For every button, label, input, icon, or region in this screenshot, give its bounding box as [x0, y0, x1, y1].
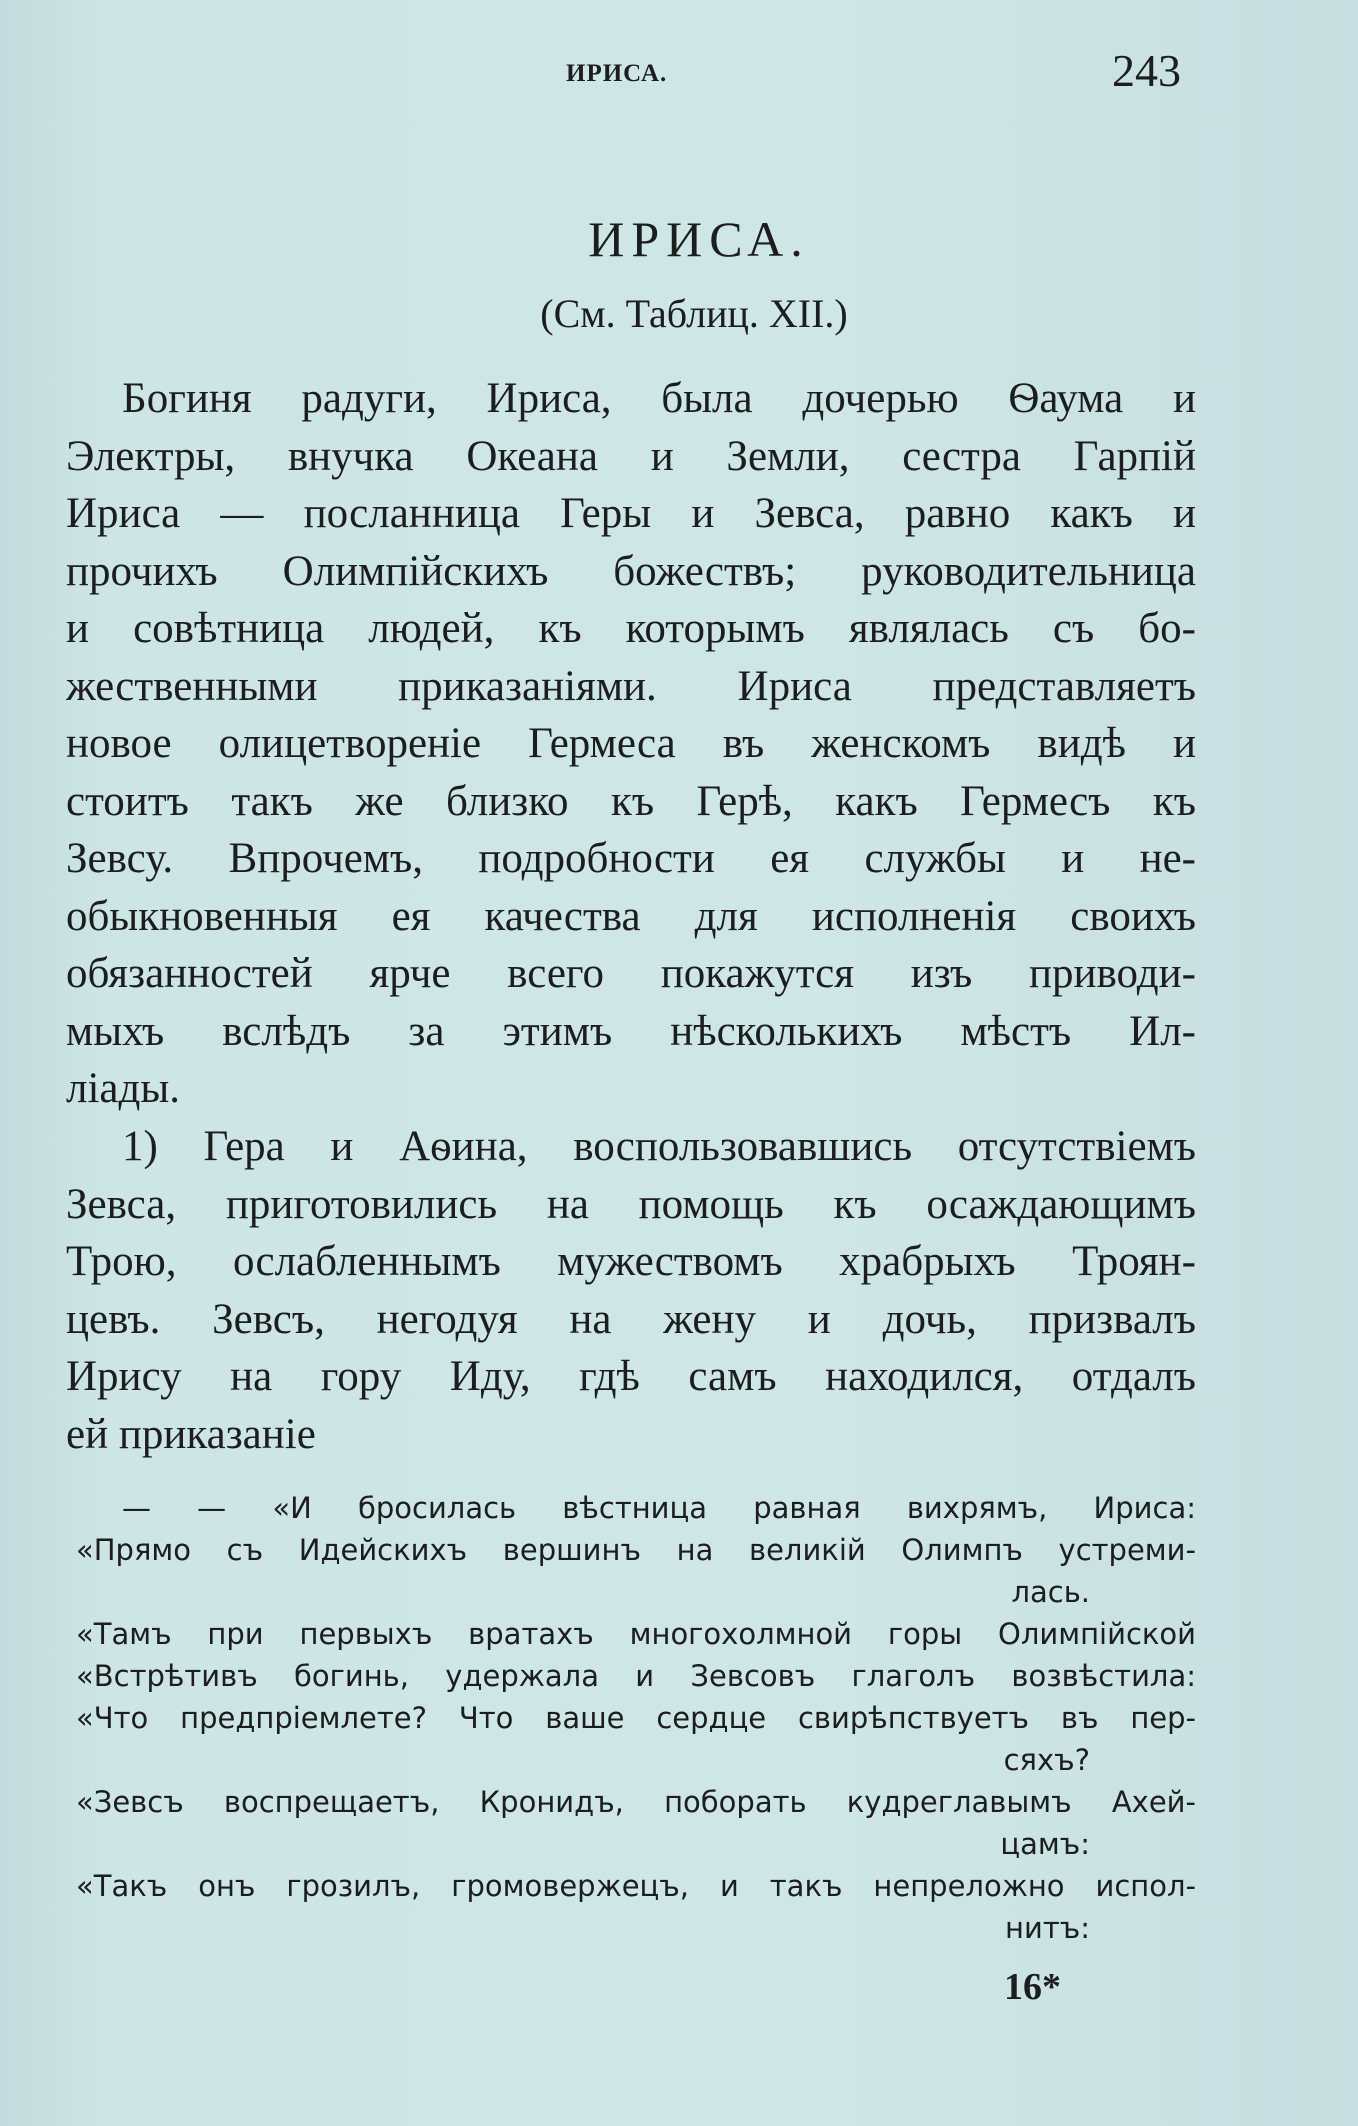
page-number: 243 [1112, 45, 1181, 96]
text-line: обязанностей ярче всего покажутся изъ приводи- [66, 950, 1196, 997]
text-line: Ириса — посланница Геры и Зевса, равно какъ и [66, 490, 1196, 537]
text-line: Зевса, приготовились на помощь къ осаждающимъ [66, 1180, 1196, 1228]
text-line: ей приказаніе [66, 1410, 316, 1458]
verse-line: лась. [1011, 1575, 1090, 1609]
verse-line: «Зевсъ воспрещаетъ, Кронидъ, поборать кудреглавымъ Ахей- [76, 1785, 1196, 1819]
text-line: жественными приказаніями. Ириса представляетъ [66, 662, 1196, 710]
chapter-subtitle: (См. Таблиц. XII.) [540, 291, 848, 336]
paragraph-1 [66, 370, 1196, 1118]
text-line: мыхъ вслѣдъ за этимъ нѣсколькихъ мѣстъ Ил- [66, 1007, 1196, 1055]
text-line: Ирису на гору Иду, гдѣ самъ находился, отдалъ [66, 1353, 1196, 1400]
verse-quotation [76, 1487, 1196, 1949]
verse-line: «Прямо съ Идейскихъ вершинъ на великій Олимпъ устреми- [76, 1533, 1196, 1567]
text-line: и совѣтница людей, къ которымъ являлась съ бо- [66, 605, 1196, 652]
verse-line: сяхъ? [1003, 1743, 1090, 1777]
text-line: Электры, внучка Океана и Земли, сестра Гарпій [66, 432, 1196, 480]
text-line: Зевсу. Впрочемъ, подробности ея службы и не- [66, 835, 1196, 882]
verse-line: нитъ: [1005, 1911, 1090, 1945]
text-line: 1) Гера и Аѳина, воспользовавшись отсутствіемъ [122, 1123, 1196, 1170]
verse-line: «Такъ онъ грозилъ, громовержецъ, и такъ непреложно испол- [76, 1869, 1196, 1903]
text-line: прочихъ Олимпійскихъ божествъ; руководительница [66, 547, 1196, 595]
printer-signature: 16* [1004, 1966, 1061, 2008]
verse-line: цамъ: [1000, 1827, 1090, 1861]
running-head [0, 42, 1358, 102]
verse-line: — — «И бросилась вѣстница равная вихрямъ, Ириса: [122, 1491, 1196, 1525]
text-line: ліады. [66, 1065, 181, 1112]
text-line: цевъ. Зевсъ, негодуя на жену и дочь, призвалъ [66, 1295, 1196, 1343]
chapter-title: ИРИСА. [588, 211, 810, 267]
text-line: стоитъ такъ же близко къ Герѣ, какъ Гермесъ къ [66, 777, 1196, 825]
text-line: обыкновенныя ея качества для исполненія своихъ [66, 892, 1196, 940]
text-line: Трою, ослабленнымъ мужествомъ храбрыхъ Троян- [66, 1238, 1196, 1285]
paragraph-2 [66, 1118, 1196, 1463]
verse-line: «Встрѣтивъ богинь, удержала и Зевсовъ глаголъ возвѣстила: [76, 1659, 1196, 1693]
verse-line: «Тамъ при первыхъ вратахъ многохолмной горы Олимпійской [76, 1617, 1196, 1651]
verse-line: «Что предпріемлете? Что ваше сердце свирѣпствуетъ въ пер- [76, 1701, 1196, 1735]
text-line: Богиня радуги, Ириса, была дочерью Ѳаума и [122, 375, 1196, 422]
text-line: новое олицетвореніе Гермеса въ женскомъ видѣ и [66, 720, 1196, 767]
running-title: ИРИСА. [566, 60, 668, 87]
